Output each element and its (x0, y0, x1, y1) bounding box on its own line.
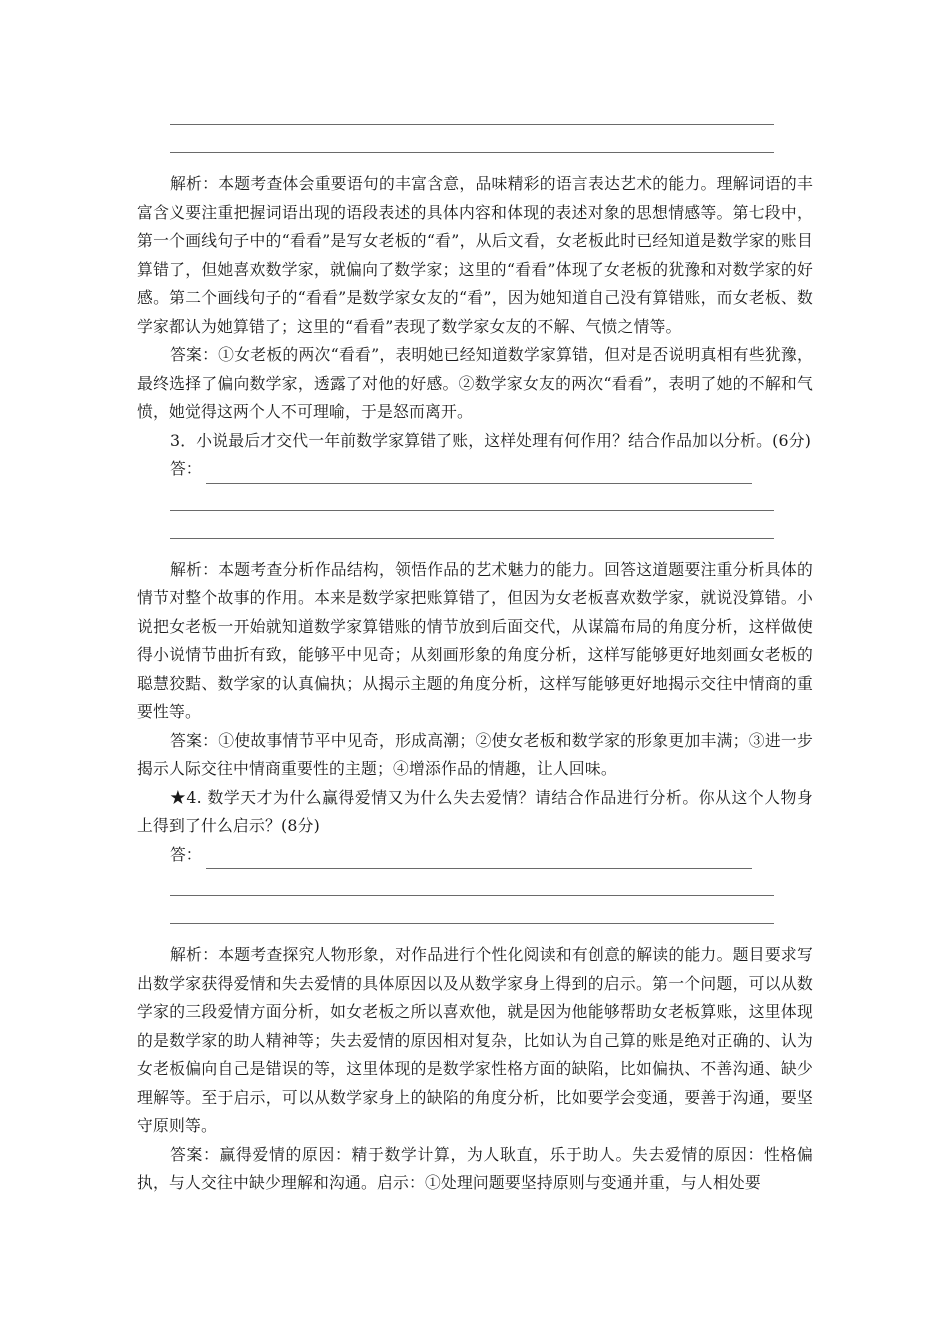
q3-analysis: 解析：本题考查分析作品结构，领悟作品的艺术魅力的能力。回答这道题要注重分析具体的情节对整个故事的作用。本来是数学家把账算错了，但因为女老板喜欢数学家，就说没算错。小说把女老板一开始就知道数学家算错账的情节放到后面交代，从谋篇布局的角度分析，这样做使得小说情节曲折有致，能够平中见奇；从刻画形象的角度分析，这样写能够更好地刻画女老板的聪慧狡黠、数学家的认真偏执；从揭示主题的角度分析，这样写能够更好地揭示交往中情商的重要性等。 (137, 559, 813, 721)
q2-answer: 答案：①女老板的两次“看看”，表明她已经知道数学家算错，但对是否说明真相有些犹豫，最终选择了偏向数学家，透露了对他的好感。②数学家女友的两次“看看”，表明了她的不解和气愤，她觉得这两个人不可理喻，于是怒而离开。 (137, 345, 813, 421)
page-content (137, 124, 813, 1198)
q3-answer-line (137, 455, 813, 484)
q4-question: ★4. 数学天才为什么赢得爱情又为什么失去爱情？请结合作品进行分析。你从这个人物身上得到了什么启示？(8分) (137, 787, 813, 835)
q3-answer: 答案：①使故事情节平中见奇，形成高潮；②使女老板和数学家的形象更加丰满；③进一步揭示人际交往中情商重要性的主题；④增添作品的情趣，让人回味。 (137, 730, 813, 778)
q3-question: 3．小说最后才交代一年前数学家算错了账，这样处理有何作用？结合作品加以分析。(6分) (170, 430, 812, 450)
q4-answer-label: 答： (170, 844, 202, 864)
q4-answer: 答案：赢得爱情的原因：精于数学计算，为人耿直，乐于助人。失去爱情的原因：性格偏执，与人交往中缺少理解和沟通。启示：①处理问题要坚持原则与变通并重，与人相处要 (137, 1144, 813, 1192)
q4-analysis: 解析：本题考查探究人物形象，对作品进行个性化阅读和有创意的解读的能力。题目要求写出数学家获得爱情和失去爱情的具体原因以及从数学家身上得到的启示。第一个问题，可以从数学家的三段爱情方面分析，如女老板之所以喜欢他，就是因为他能够帮助女老板算账，这里体现的是数学家的助人精神等；失去爱情的原因相对复杂，比如认为自己算的账是绝对正确的、认为女老板偏向自己是错误的等，这里体现的是数学家性格方面的缺陷，比如偏执、不善沟通、缺少理解等。至于启示，可以从数学家身上的缺陷的角度分析，比如要学会变通，要善于沟通，要坚守原则等。 (137, 945, 813, 1135)
q4-answer-line (137, 841, 813, 870)
answer-blank-line (206, 850, 752, 869)
q3-answer-label: 答： (170, 459, 202, 478)
q2-analysis: 解析：本题考查体会重要语句的丰富含意，品味精彩的语言表达艺术的能力。理解词语的丰富含义要注重把握词语出现的语段表述的具体内容和体现的表述对象的思想情感等。第七段中，第一个画线句子中的“看看”是写女老板的“看”，从后文看，女老板此时已经知道是数学家的账目算错了，但她喜欢数学家，就偏向了数学家；这里的“看看”体现了女老板的犹豫和对数学家的好感。第二个画线句子的“看看”是数学家女友的“看”，因为她知道自己没有算错账，而女老板、数学家都认为她算错了；这里的“看看”表现了数学家女友的不解、气愤之情等。 (137, 174, 813, 336)
answer-blank-line (206, 465, 752, 484)
